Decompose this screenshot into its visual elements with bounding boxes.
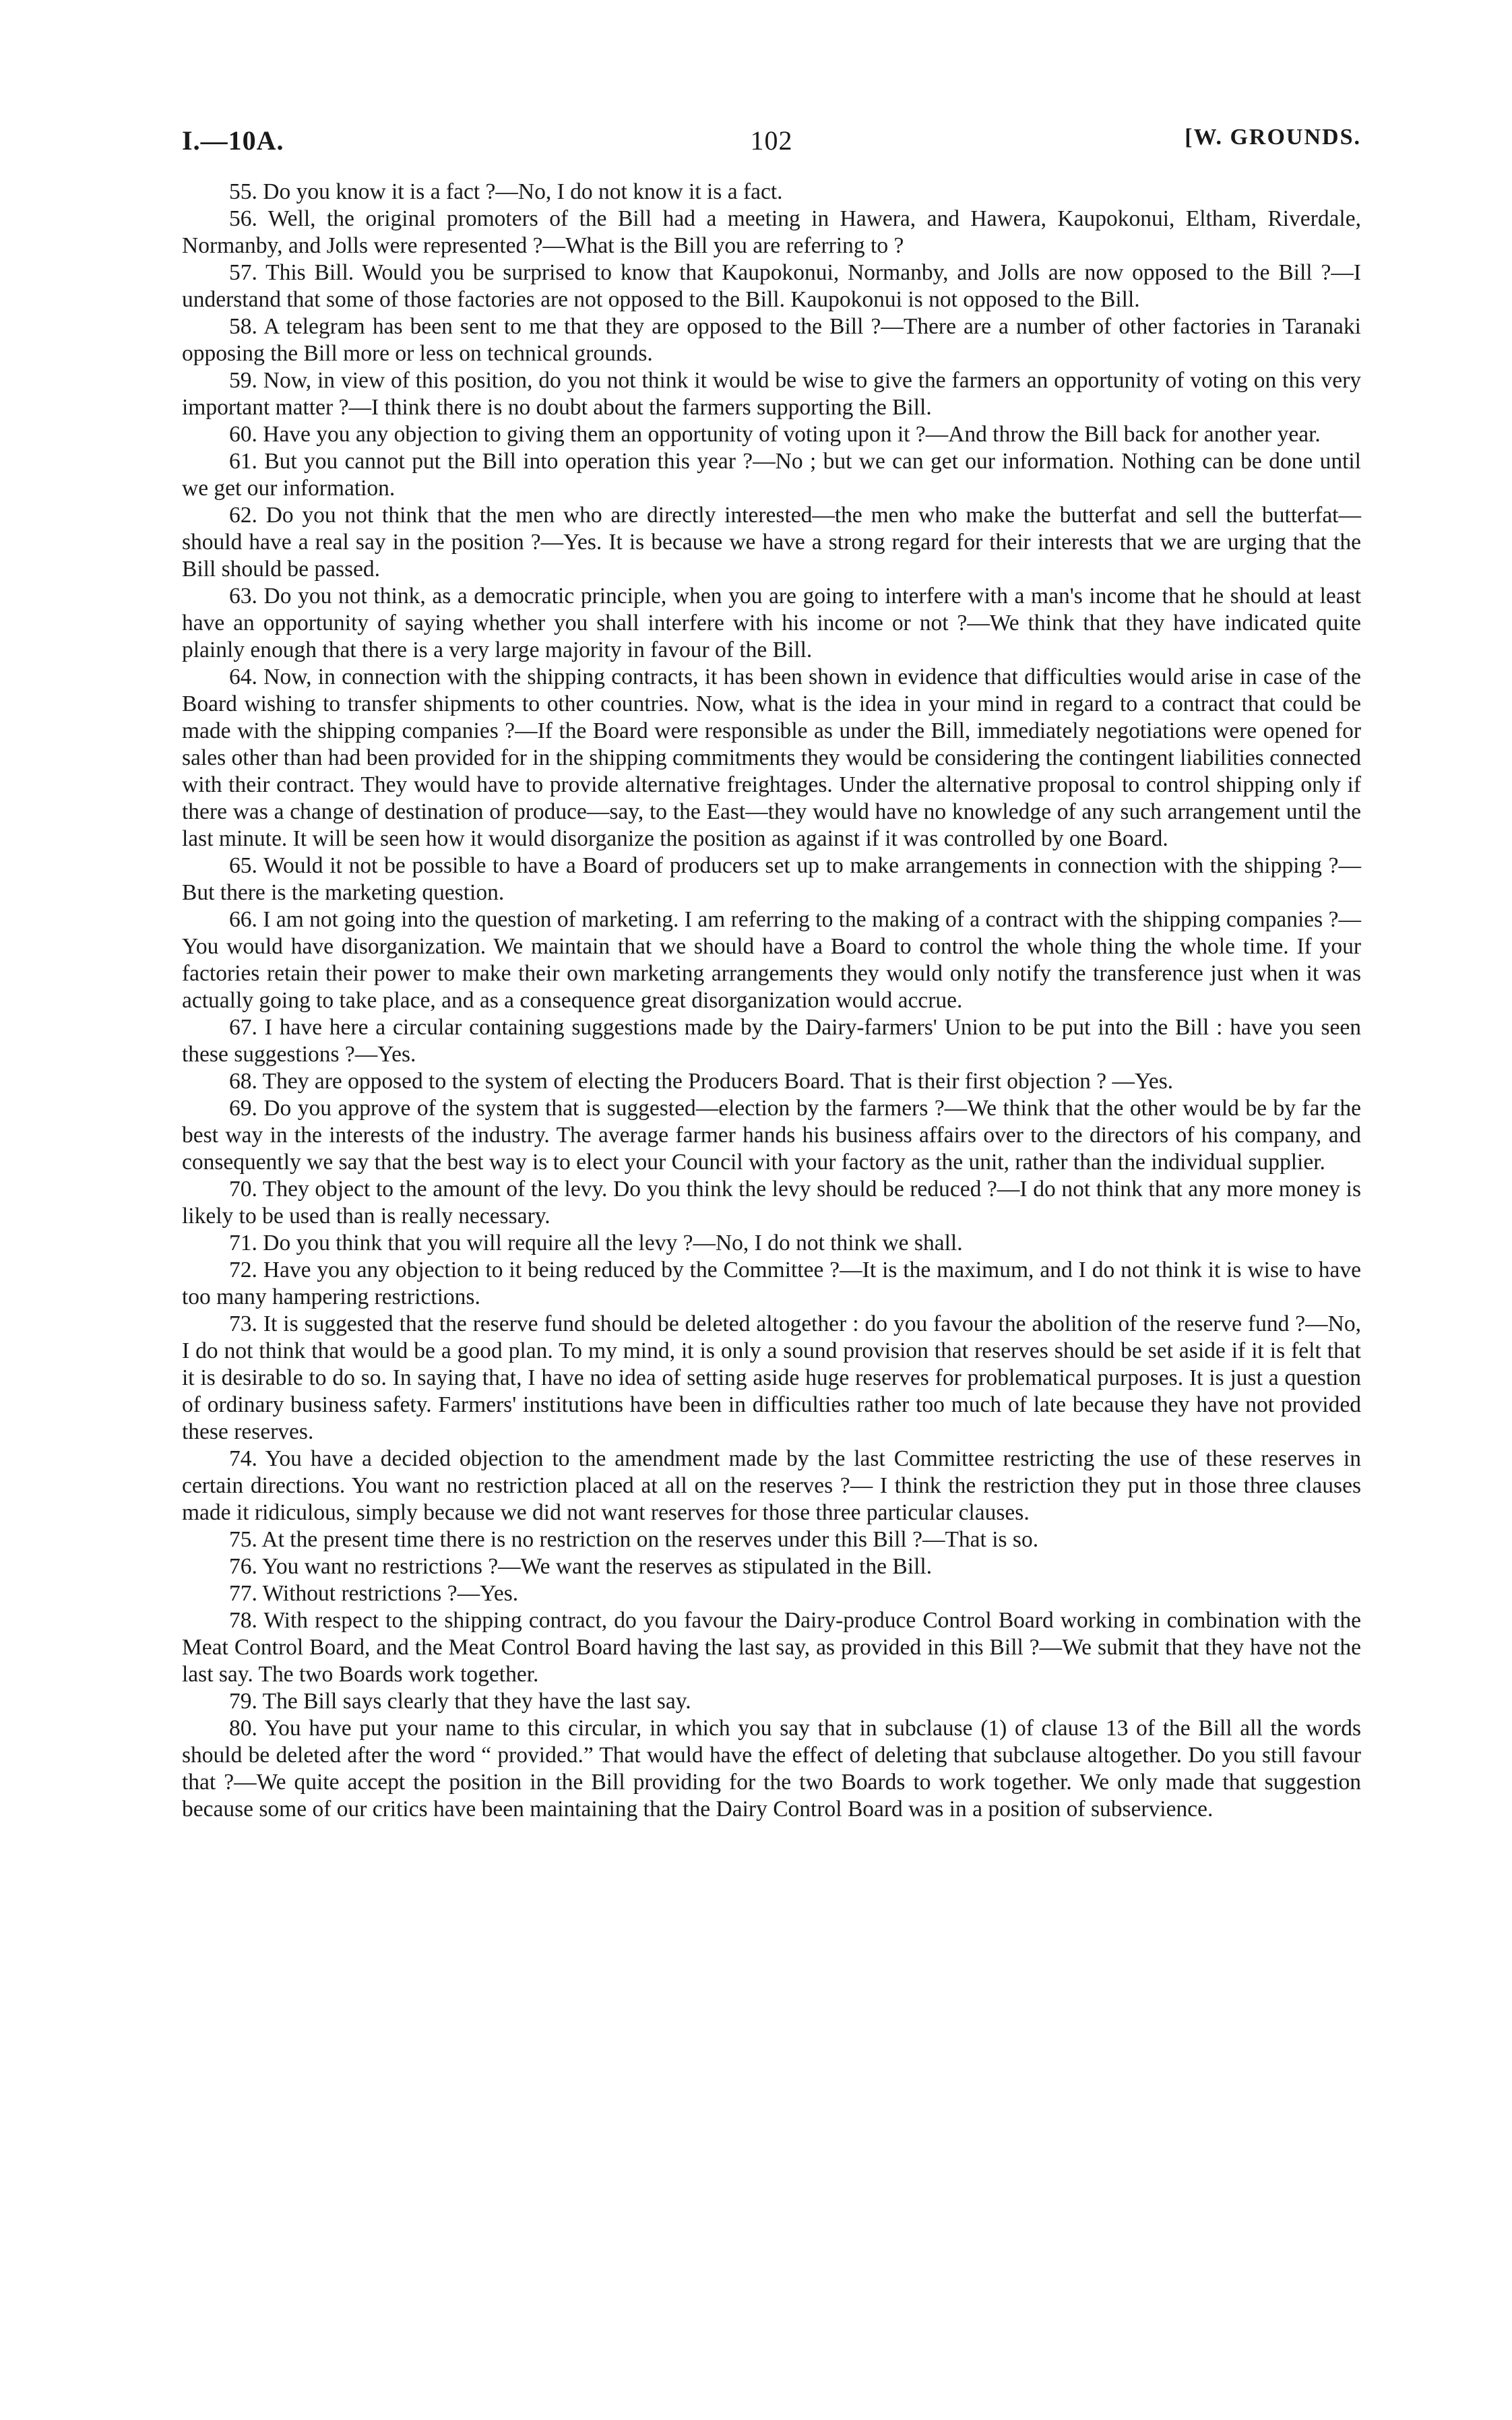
- paragraph: 74. You have a decided objection to the amendment made by the last Committee restricting the use of these reserves in certain directions. You want no restriction placed at all on the reserves ?— I think the restriction they put in those three clauses made it ridiculous, simply because we did not want reserves for those three particular clauses.: [182, 1446, 1361, 1525]
- paragraph: 72. Have you any objection to it being reduced by the Committee ?—It is the maximum, and I do not think it is wise to have too many hampering restrictions.: [182, 1258, 1361, 1309]
- paragraph: 67. I have here a circular containing suggestions made by the Dairy-farmers' Union to be put into the Bill : have you seen these suggestions ?—Yes.: [182, 1015, 1361, 1067]
- paragraph: 76. You want no restrictions ?—We want the reserves as stipulated in the Bill.: [229, 1554, 933, 1579]
- paragraph: 56. Well, the original promoters of the Bill had a meeting in Hawera, and Hawera, Kaupokonui, Eltham, Riverdale, Normanby, and Jolls were represented ?—What is the Bill you are referring to ?: [182, 206, 1361, 258]
- paragraph: 61. But you cannot put the Bill into operation this year ?—No ; but we can get our information. Nothing can be done until we get our information.: [182, 449, 1361, 501]
- paragraph: 73. It is suggested that the reserve fund should be deleted altogether : do you favour the abolition of the reserve fund ?—No, I do not think that would be a good plan. To my mind, it is only a sound provision that reserves should be set aside if it is felt that it is desirable to do so. In saying that, I have no idea of setting aside huge reserves for problematical purposes. It is just a question of ordinary business safety. Farmers' institutions have been in difficulties rather too much of late because they have not provided these reserves.: [182, 1311, 1361, 1444]
- document-reference: I.—10A.: [182, 125, 284, 156]
- paragraph: 80. You have put your name to this circular, in which you say that in subclause (1) of clause 13 of the Bill all the words should be deleted after the word “ provided.” That would have the effect of deleting that subclause altogether. Do you still favour that ?—We quite accept the position in the Bill providing for the two Boards to work together. We only made that suggestion because some of our critics have been maintaining that the Dairy Control Board was in a position of subservience.: [182, 1716, 1361, 1822]
- paragraph: 57. This Bill. Would you be surprised to know that Kaupokonui, Normanby, and Jolls are now opposed to the Bill ?—I understand that some of those factories are not opposed to the Bill. Kaupokonui is not opposed to the Bill.: [182, 260, 1361, 312]
- paragraph: 63. Do you not think, as a democratic principle, when you are going to interfere with a man's income that he should at least have an opportunity of saying whether you shall interfere with his income or not ?—We think that they have indicated quite plainly enough that there is a very large majority in favour of the Bill.: [182, 584, 1361, 662]
- paragraph: 55. Do you know it is a fact ?—No, I do not know it is a fact.: [229, 179, 783, 204]
- paragraph: 69. Do you approve of the system that is suggested—election by the farmers ?—We think that the other would be by far the best way in the interests of the industry. The average farmer hands his business affairs over to the directors of his company, and consequently we say that the best way is to elect your Council with your factory as the unit, rather than the individual supplier.: [182, 1096, 1361, 1175]
- paragraph: 71. Do you think that you will require all the levy ?—No, I do not think we shall.: [229, 1231, 963, 1255]
- paragraph: 65. Would it not be possible to have a Board of producers set up to make arrangements in connection with the shipping ?—But there is the marketing question.: [182, 853, 1361, 905]
- document-page: [182, 125, 1361, 1823]
- witness-name: [W. GROUNDS.: [1185, 125, 1361, 150]
- paragraph: 70. They object to the amount of the levy. Do you think the levy should be reduced ?—I do not think that any more money is likely to be used than is really necessary.: [182, 1177, 1361, 1229]
- paragraph: 59. Now, in view of this position, do you not think it would be wise to give the farmers an opportunity of voting on this very important matter ?—I think there is no doubt about the farmers supporting the Bill.: [182, 368, 1361, 420]
- paragraph: 60. Have you any objection to giving them an opportunity of voting upon it ?—And throw the Bill back for another year.: [229, 422, 1321, 447]
- paragraph: 58. A telegram has been sent to me that they are opposed to the Bill ?—There are a number of other factories in Taranaki opposing the Bill more or less on technical grounds.: [182, 314, 1361, 366]
- paragraph: 78. With respect to the shipping contract, do you favour the Dairy-produce Control Board working in combination with the Meat Control Board, and the Meat Control Board having the last say, as provided in this Bill ?—We submit that they have not the last say. The two Boards work together.: [182, 1608, 1361, 1687]
- paragraph: 66. I am not going into the question of marketing. I am referring to the making of a contract with the shipping companies ?—You would have disorganization. We maintain that we should have a Board to control the whole thing the whole time. If your factories retain their power to make their own marketing arrangements they would only notify the transference just when it was actually going to take place, and as a consequence great disorganization would accrue.: [182, 907, 1361, 1013]
- paragraph: 64. Now, in connection with the shipping contracts, it has been shown in evidence that difficulties would arise in case of the Board wishing to transfer shipments to other countries. Now, what is the idea in your mind in regard to a contract that could be made with the shipping companies ?—If the Board were responsible as under the Bill, immediately negotiations were opened for sales other than had been provided for in the shipping commitments they would be considering the contingent liabilities connected with their contract. They would have to provide alternative freightages. Under the alternative proposal to control shipping only if there was a change of destination of produce—say, to the East—they would have no knowledge of any such arrangement until the last minute. It will be seen how it would disorganize the position as against if it was controlled by one Board.: [182, 664, 1361, 851]
- page-header: [182, 125, 1361, 165]
- paragraph: 79. The Bill says clearly that they have the last say.: [229, 1689, 691, 1714]
- paragraph: 77. Without restrictions ?—Yes.: [229, 1581, 519, 1606]
- paragraph: 68. They are opposed to the system of electing the Producers Board. That is their first objection ? —Yes.: [229, 1069, 1174, 1094]
- page-number: 102: [750, 125, 793, 156]
- paragraph: 62. Do you not think that the men who are directly interested—the men who make the butterfat and sell the butterfat—should have a real say in the position ?—Yes. It is because we have a strong regard for their interests that we are urging that the Bill should be passed.: [182, 503, 1361, 582]
- evidence-text: [182, 179, 1361, 1823]
- paragraph: 75. At the present time there is no restriction on the reserves under this Bill ?—That is so.: [229, 1527, 1039, 1552]
